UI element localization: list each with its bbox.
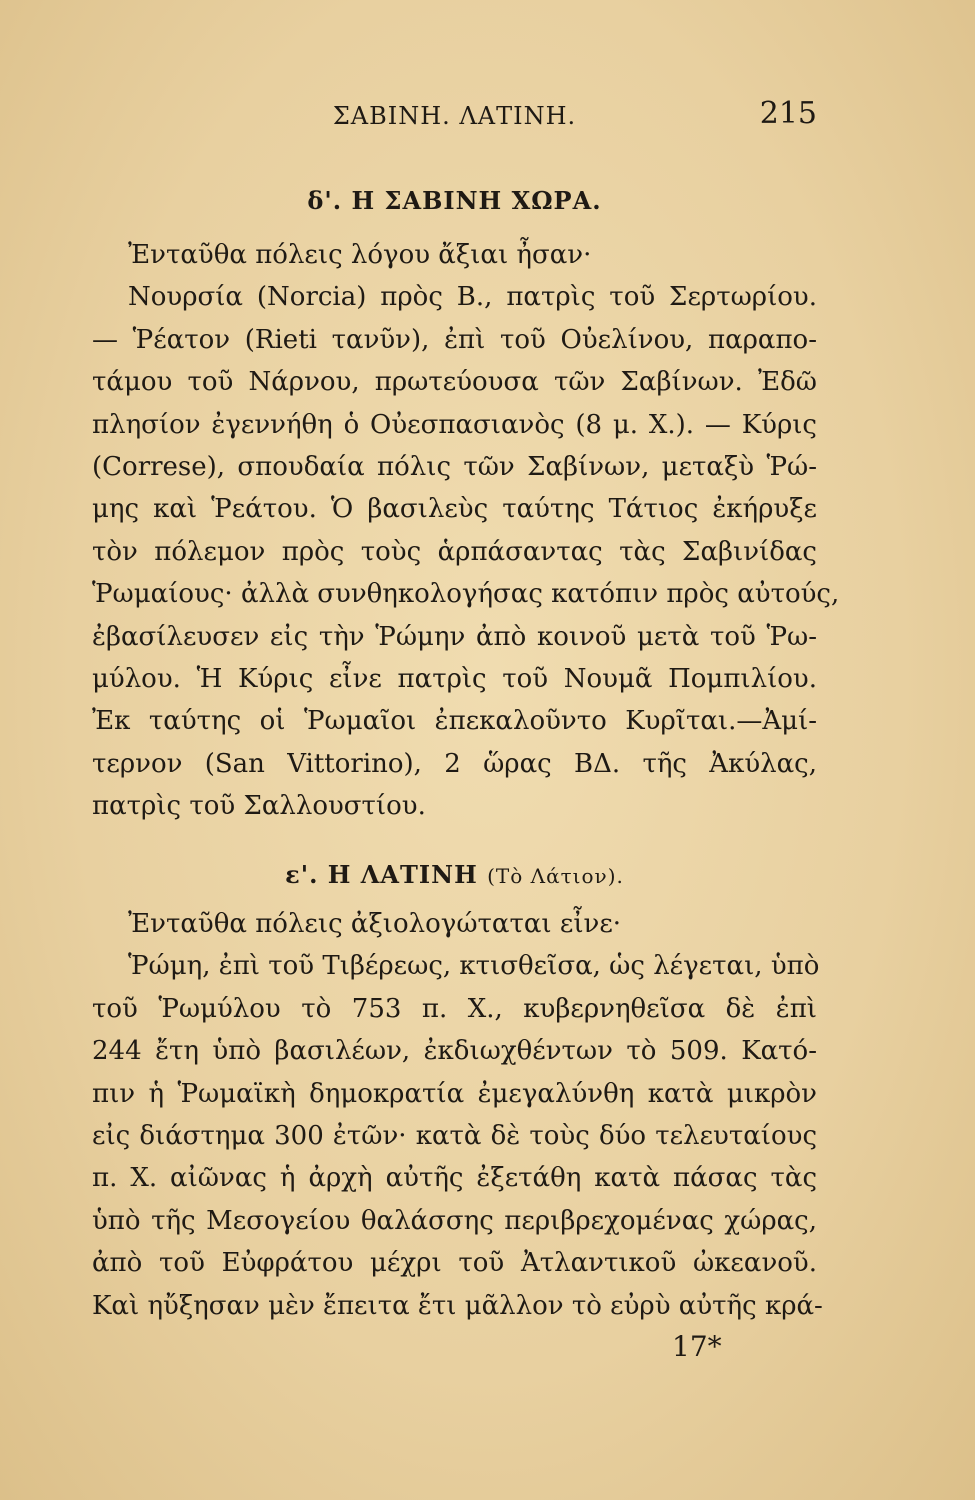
text-line: Νουρσία (Norcia) πρὸς Β., πατρὶς τοῦ Σερτωρίου. xyxy=(128,282,817,313)
text-line: πατρὶς τοῦ Σαλλουστίου. xyxy=(92,791,426,822)
text-line: Καὶ ηὔξησαν μὲν ἔπειτα ἔτι μᾶλλον τὸ εὐρὺ αὐτῆς κρά- xyxy=(92,1290,823,1321)
text-line: ἐβασίλευσεν εἰς τὴν Ῥώμην ἀπὸ κοινοῦ μετὰ τοῦ Ῥω- xyxy=(92,621,817,652)
section-body-sabine xyxy=(92,234,840,828)
text-line: ὑπὸ τῆς Μεσογείου θαλάσσης περιβρεχομένας χώρας, xyxy=(92,1205,817,1236)
text-line: μύλου. Ἡ Κύρις εἶνε πατρὶς τοῦ Νουμᾶ Πομπιλίου. xyxy=(92,664,817,695)
page-number: 215 xyxy=(759,96,817,131)
text-line: τάμου τοῦ Νάρνου, πρωτεύουσα τῶν Σαβίνων. Ἐδῶ xyxy=(92,367,817,398)
section-heading-latium xyxy=(92,860,817,889)
section-body-latium xyxy=(92,903,823,1327)
text-line: 244 ἔτη ὑπὸ βασιλέων, ἐκδιωχθέντων τὸ 509. Κατό- xyxy=(92,1036,817,1067)
text-line: πιν ἡ Ῥωμαϊκὴ δημοκρατία ἐμεγαλύνθη κατὰ μικρὸν xyxy=(92,1078,817,1109)
text-line: Ἐκ ταύτης οἱ Ῥωμαῖοι ἐπεκαλοῦντο Κυρῖται.—Ἀμί- xyxy=(92,706,817,737)
page-header xyxy=(92,96,817,136)
text-line: Ἐνταῦθα πόλεις λόγου ἄξιαι ἦσαν· xyxy=(128,240,592,270)
text-line: — Ῥέατον (Rieti τανῦν), ἐπὶ τοῦ Οὐελίνου, παραπο- xyxy=(92,324,817,355)
section-heading-latium-title: ε'. Η ΛΑΤΙΝΗ xyxy=(285,860,478,889)
text-line: (Correse), σπουδαία πόλις τῶν Σαβίνων, μεταξὺ Ῥώ- xyxy=(92,452,817,483)
section-heading-latium-subtitle: (Τὸ Λάτιον). xyxy=(487,864,624,888)
text-line: π. Χ. αἰῶνας ἡ ἀρχὴ αὐτῆς ἐξετάθη κατὰ πάσας τὰς xyxy=(92,1163,817,1194)
text-line: πλησίον ἐγεννήθη ὁ Οὐεσπασιανὸς (8 μ. Χ.). — Κύρις xyxy=(92,409,817,440)
text-line: Ῥώμη, ἐπὶ τοῦ Τιβέρεως, κτισθεῖσα, ὡς λέγεται, ὑπὸ xyxy=(128,951,820,982)
section-heading-sabine: δ'. Η ΣΑΒΙΝΗ ΧΩΡΑ. xyxy=(307,186,602,215)
text-line: ἀπὸ τοῦ Εὐφράτου μέχρι τοῦ Ἀτλαντικοῦ ὠκεανοῦ. xyxy=(92,1248,817,1279)
text-line: μης καὶ Ῥεάτου. Ὁ βασιλεὺς ταύτης Τάτιος ἐκήρυξε xyxy=(92,494,817,525)
text-line: εἰς διάστημα 300 ἐτῶν· κατὰ δὲ τοὺς δύο τελευταίους xyxy=(92,1121,817,1152)
text-line: τερνον (San Vittorino), 2 ὥρας ΒΔ. τῆς Ἀκύλας, xyxy=(92,748,817,779)
running-head: ΣΑΒΙΝΗ. ΛΑΤΙΝΗ. xyxy=(332,102,577,130)
text-line: Ῥωμαίους· ἀλλὰ συνθηκολογήσας κατόπιν πρὸς αὐτούς, xyxy=(92,579,840,610)
text-line: Ἐνταῦθα πόλεις ἀξιολογώταται εἶνε· xyxy=(128,909,622,939)
text-line: τοῦ Ῥωμύλου τὸ 753 π. Χ., κυβερνηθεῖσα δὲ ἐπὶ xyxy=(92,993,817,1024)
signature-mark: 17* xyxy=(672,1330,722,1363)
text-line: τὸν πόλεμον πρὸς τοὺς ἁρπάσαντας τὰς Σαβινίδας xyxy=(92,536,817,567)
